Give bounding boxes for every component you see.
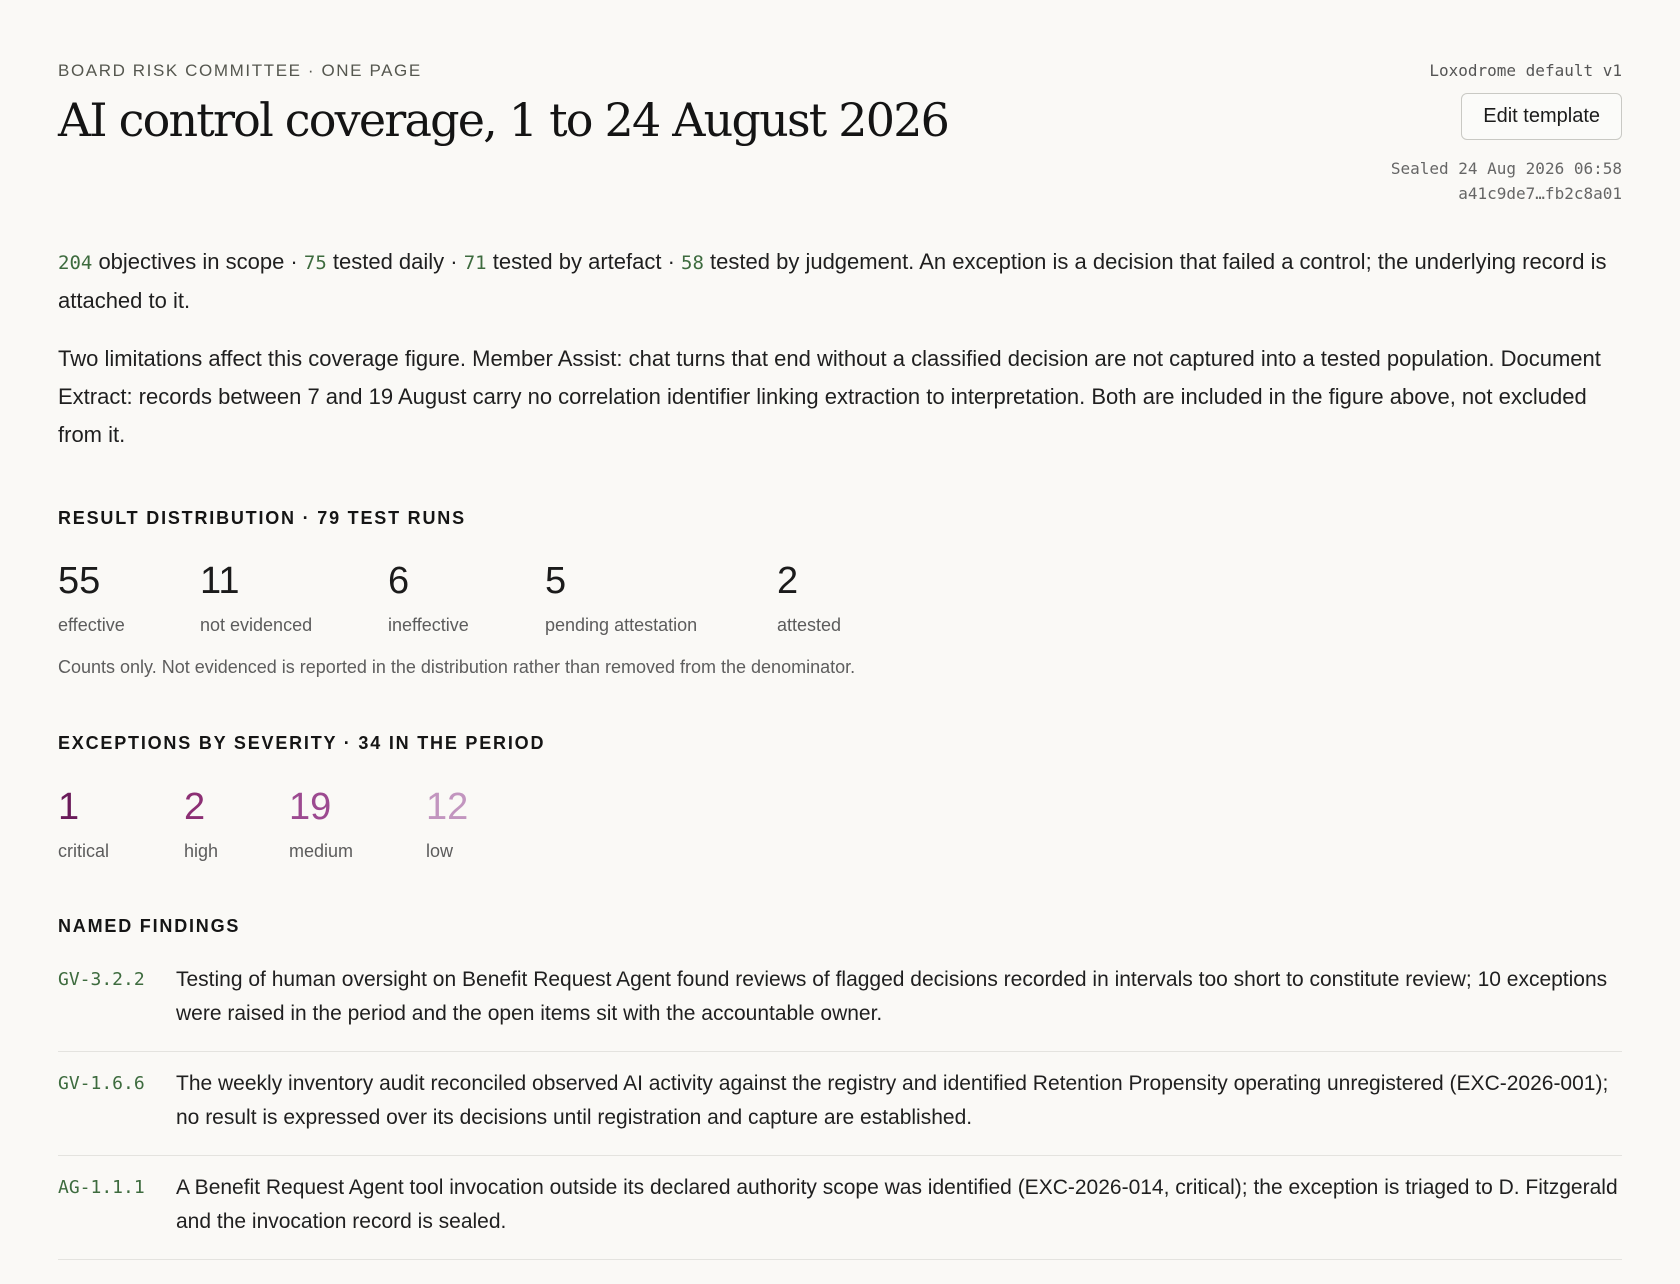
judgement-count: 58 <box>681 252 704 274</box>
objectives-count: 204 <box>58 252 93 274</box>
daily-count: 75 <box>303 252 327 274</box>
stat-value: 2 <box>777 560 799 602</box>
finding-id[interactable]: AG-1.1.1 <box>58 1177 145 1198</box>
limitations-paragraph: Two limitations affect this coverage figure. Member Assist: chat turns that end without a classified decision are not captured into a tested population. Document Extract: records between 7 and 19 August carry no correlation identifier linking extraction to interpretation. Both are included in the figure above, not excluded from it. <box>58 346 1601 447</box>
artefact-text: tested by artefact · <box>486 249 682 274</box>
stat-pending-attestation <box>545 559 777 636</box>
stat-ineffective <box>388 559 545 636</box>
severity-low <box>426 785 526 862</box>
stat-attested <box>777 559 897 636</box>
distribution-title: RESULT DISTRIBUTION · 79 TEST RUNS <box>58 508 466 528</box>
distribution-stats <box>58 559 1622 636</box>
finding-row <box>58 963 1622 1052</box>
stat-value: 6 <box>388 560 410 602</box>
findings-list <box>58 963 1622 1260</box>
severity-stats <box>58 785 1622 862</box>
stat-value: 5 <box>545 560 567 602</box>
severity-high <box>184 785 289 862</box>
sealed-timestamp: Sealed 24 Aug 2026 06:58 <box>1390 159 1622 178</box>
objectives-text: objectives in scope · <box>92 249 304 274</box>
stat-label: effective <box>58 615 125 635</box>
judgement-text: tested by judgement. An exception is a decision that failed a control; the underlying record is attached to it. <box>58 249 1607 313</box>
finding-id[interactable]: GV-1.6.6 <box>58 1073 145 1094</box>
exceptions-title: EXCEPTIONS BY SEVERITY · 34 IN THE PERIOD <box>58 733 546 753</box>
template-block <box>1391 57 1622 206</box>
severity-critical <box>58 785 184 862</box>
stat-value: 55 <box>58 560 101 602</box>
stat-effective <box>58 559 200 636</box>
severity-medium <box>289 785 426 862</box>
seal-info <box>1391 156 1622 206</box>
severity-value: 19 <box>289 786 332 828</box>
page-title: AI control coverage, 1 to 24 August 2026 <box>58 93 949 147</box>
stat-label: attested <box>777 615 842 635</box>
findings-title: NAMED FINDINGS <box>58 916 241 936</box>
severity-value: 12 <box>426 786 469 828</box>
distribution-note: Counts only. Not evidenced is reported in the distribution rather than removed from the denominator. <box>58 657 856 677</box>
scope-summary <box>58 243 1622 320</box>
artefact-count: 71 <box>463 252 487 274</box>
severity-value: 2 <box>184 786 206 828</box>
finding-row <box>58 1052 1622 1156</box>
finding-text: Testing of human oversight on Benefit Request Agent found reviews of flagged decisions recorded in intervals too short to constitute review; 10 exceptions were raised in the period and the open items sit with the accountable owner. <box>176 968 1608 1025</box>
stat-label: not evidenced <box>200 615 313 635</box>
eyebrow: BOARD RISK COMMITTEE · ONE PAGE <box>58 61 422 80</box>
finding-id[interactable]: GV-3.2.2 <box>58 969 145 990</box>
seal-hash: a41c9de7…fb2c8a01 <box>1458 184 1622 203</box>
stat-value: 11 <box>200 560 240 602</box>
template-name: Loxodrome default v1 <box>1429 61 1622 80</box>
edit-template-button[interactable]: Edit template <box>1461 93 1622 140</box>
finding-text: The weekly inventory audit reconciled observed AI activity against the registry and identified Retention Propensity operating unregistered (EXC-2026-001); no result is expressed over its decisions until registration and capture are established. <box>176 1072 1609 1129</box>
title-block <box>58 57 948 147</box>
severity-label: critical <box>58 841 110 861</box>
severity-label: medium <box>289 841 354 861</box>
finding-row <box>58 1156 1622 1260</box>
daily-text: tested daily · <box>326 249 464 274</box>
report-header <box>58 57 1622 206</box>
stat-label: pending attestation <box>545 615 698 635</box>
stat-not-evidenced <box>200 559 388 636</box>
severity-label: high <box>184 841 219 861</box>
stat-label: ineffective <box>388 615 469 635</box>
severity-label: low <box>426 841 454 861</box>
finding-text: A Benefit Request Agent tool invocation outside its declared authority scope was identified (EXC-2026-014, critical); the exception is triaged to D. Fitzgerald and the invocation record is sealed. <box>176 1176 1618 1233</box>
severity-value: 1 <box>58 786 80 828</box>
